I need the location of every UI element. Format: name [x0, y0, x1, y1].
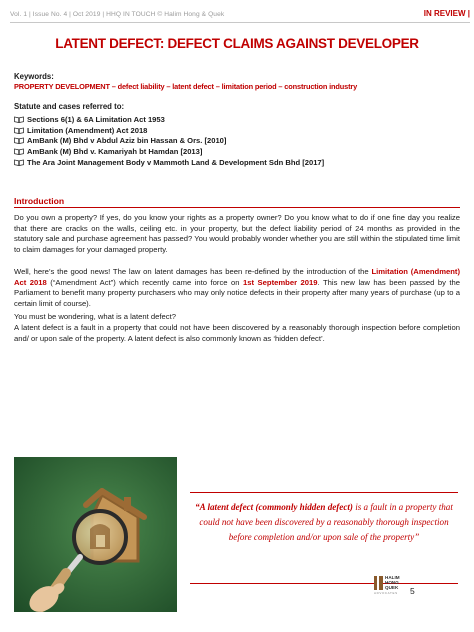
- keywords-text: PROPERTY DEVELOPMENT – defect liability – latent defect – limitation period – construction industry: [14, 82, 358, 91]
- house-magnifier-photo: [14, 457, 177, 612]
- statute-item: [14, 114, 324, 125]
- header-divider: [10, 22, 470, 23]
- statute-item: [14, 125, 324, 136]
- issue-meta: Vol. 1 | Issue No. 4 | Oct 2019 | HHQ IN TOUCH © Halim Hong & Quek: [10, 11, 225, 18]
- pull-quote: [190, 492, 458, 584]
- statute-label: Sections 6(1) & 6A Limitation Act 1953: [27, 114, 165, 124]
- quote-lead: “A latent defect (commonly hidden defect): [195, 502, 353, 512]
- book-icon: [14, 116, 24, 123]
- statutes-label: Statute and cases referred to:: [14, 102, 125, 111]
- intro-paragraph-1: Do you own a property? If yes, do you know your rights as a property owner? Do you know what to do if one fine day you realize that there are cracks on the walls, ceiling etc. in your property, but the defect liability period of 24 months as provided in the statutory sale and purchase agreement has passed? You would probably wonder whether you are still within the stipulated time limit to claim damages for your damaged property.: [14, 213, 460, 254]
- book-icon: [14, 148, 24, 155]
- case-label: AmBank (M) Bhd v Abdul Aziz bin Hassan & Ors. [2010]: [27, 136, 227, 146]
- book-icon: [14, 159, 24, 166]
- quote-top-rule: [190, 492, 458, 493]
- case-label: AmBank (M) Bhd v. Kamariyah bt Hamdan [2013]: [27, 147, 203, 157]
- firm-logo-text: HALIM HONG QUEK: [385, 575, 400, 590]
- text-run: Well, here’s the good news! The law on latent damages has been re-defined by the introduction of the: [14, 267, 372, 276]
- section-tag: IN REVIEW |: [423, 9, 470, 18]
- book-icon: [14, 137, 24, 144]
- text-run: . This new law has been passed by the Parliament to benefit many property purchasers who may only notice defects in their property after many years of purchase (up to a certain limit of course).: [14, 277, 461, 308]
- quote-body: is a fault in a property that could not have been discovered by a reasonably thorough inspection before completion and/or upon sale of the property”: [199, 502, 453, 542]
- case-item: [14, 157, 324, 168]
- case-label: The Ara Joint Management Body v Mammoth Land & Development Sdn Bhd [2017]: [27, 158, 325, 168]
- case-item: [14, 146, 324, 157]
- page-header: [10, 8, 470, 26]
- book-icon: [14, 127, 24, 134]
- firm-logo-subtitle: ADVOCATES: [374, 591, 398, 595]
- quote-text: [190, 500, 458, 545]
- effective-date: 1st September 2019: [243, 277, 318, 287]
- house-magnifier-illustration: [14, 457, 177, 612]
- introduction-divider: [14, 207, 460, 208]
- quote-bottom-rule: [190, 583, 458, 584]
- statutes-list: [14, 114, 324, 168]
- firm-logo: [374, 576, 408, 596]
- keywords-label: Keywords:: [14, 72, 54, 81]
- introduction-heading: Introduction: [14, 196, 65, 206]
- page-number: 5: [410, 586, 415, 596]
- intro-paragraph-2: [14, 267, 460, 309]
- intro-paragraph-3: You must be wondering, what is a latent defect?: [14, 312, 176, 321]
- act-name: Limitation (Amendment) Act 2018: [14, 267, 460, 287]
- case-item: [14, 136, 324, 147]
- statute-label: Limitation (Amendment) Act 2018: [27, 125, 148, 135]
- firm-logo-mark: [374, 576, 383, 590]
- text-run: (“Amendment Act”) which recently came into force on: [46, 277, 244, 287]
- page-title: LATENT DEFECT: DEFECT CLAIMS AGAINST DEVELOPER: [55, 36, 419, 51]
- intro-paragraph-4: A latent defect is a fault in a property that could not have been discovered by a reasonably thorough inspection before completion and/ or upon sale of the property. A latent defect is also commonly known as ‘hidden defect’.: [14, 323, 460, 343]
